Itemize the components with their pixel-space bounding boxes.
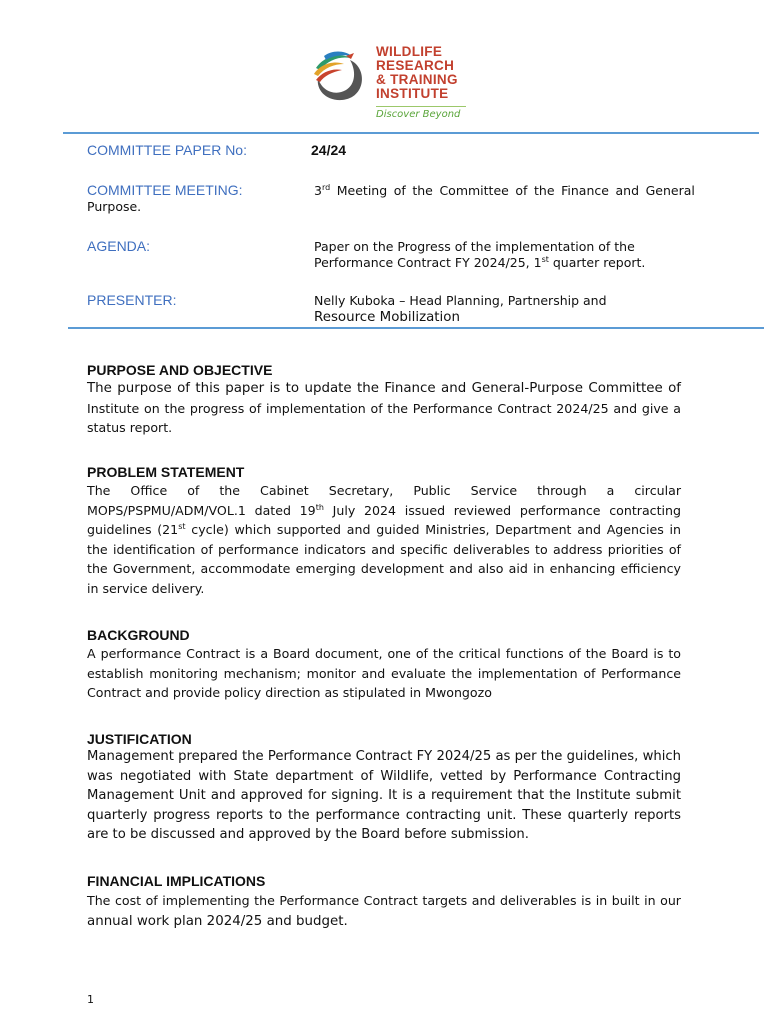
meeting-label: COMMITTEE MEETING: xyxy=(87,182,243,198)
header-bottom-rule xyxy=(68,327,764,329)
justification-text: Management prepared the Performance Contract FY 2024/25 as per the guidelines, which was negotiated with State department of Wildlife, vetted by Performance Contracting Management Unit and approved for signing. It is a requirement that the Institute submit quarterly progress reports to the performance contracting unit. These quarterly reports are to be discussed and approved by the Board before submission. xyxy=(87,749,681,843)
logo-divider xyxy=(376,106,466,107)
justification-heading: JUSTIFICATION xyxy=(87,731,192,747)
financial-text xyxy=(87,891,681,931)
problem-text-a: The Office of the Cabinet Secretary, Public Service through a circular MOPS/PSPMU/ADM/VOL.1 dated 19 xyxy=(87,483,681,518)
presenter-line-1: Nelly Kuboka – Head Planning, Partnership and xyxy=(314,293,607,308)
meeting-text: Meeting of the Committee of the Finance and General xyxy=(330,183,695,198)
meeting-value xyxy=(314,183,695,199)
logo-swirl-icon xyxy=(310,46,370,106)
logo-line-3: & TRAINING xyxy=(376,72,458,87)
presenter-line-2: Resource Mobilization xyxy=(314,310,460,325)
financial-text-b: annual work plan 2024/25 and budget. xyxy=(87,913,348,929)
purpose-heading: PURPOSE AND OBJECTIVE xyxy=(87,362,273,378)
paper-no-value: 24/24 xyxy=(311,142,347,158)
purpose-text-a: The purpose of this paper is to update the Finance and General-Purpose Committee of xyxy=(87,381,681,396)
logo-tagline: Discover Beyond xyxy=(376,109,461,120)
background-heading: BACKGROUND xyxy=(87,627,190,643)
agenda-ordinal-suffix: st xyxy=(541,254,549,264)
problem-sup-1: th xyxy=(315,502,324,512)
logo-line-4: INSTITUTE xyxy=(376,86,449,101)
financial-heading: FINANCIAL IMPLICATIONS xyxy=(87,873,266,889)
page-number: 1 xyxy=(87,993,94,1006)
purpose-text xyxy=(87,378,681,438)
header-top-rule xyxy=(63,132,759,134)
logo-line-2: RESEARCH xyxy=(376,58,455,73)
background-text: A performance Contract is a Board document, one of the critical functions of the Board is to establish monitoring mechanism; monitor and evaluate the implementation of Performance Contract and provide policy direction as stipulated in Mwongozo xyxy=(87,646,681,701)
logo-wordmark xyxy=(376,45,458,101)
agenda-label: AGENDA: xyxy=(87,238,151,254)
logo-line-1: WILDLIFE xyxy=(376,44,443,59)
purpose-text-b: Institute on the progress of implementation of the Performance Contract 2024/25 and give a status report. xyxy=(87,400,681,436)
agenda-text-a: Performance Contract FY 2024/25, 1 xyxy=(314,255,542,270)
meeting-ordinal-suffix: rd xyxy=(321,182,331,192)
problem-heading: PROBLEM STATEMENT xyxy=(87,464,245,480)
presenter-label: PRESENTER: xyxy=(87,292,177,308)
problem-text-c: cycle) which supported and guided Ministries, Department and Agencies in the identification of performance indicators and specific deliverables to address priorities of the Government, accommodate emerging development and also aid in enhancing efficiency in service delivery. xyxy=(87,522,681,596)
problem-sup-2: st xyxy=(178,522,186,531)
financial-text-a: The cost of implementing the Performance Contract targets and deliverables is in built in our xyxy=(87,893,681,908)
problem-text-b: July 2024 issued reviewed performance contracting guidelines (21 xyxy=(87,502,681,538)
agenda-line-1: Paper on the Progress of the implementation of the xyxy=(314,239,635,254)
problem-text xyxy=(87,481,681,599)
paper-no-label: COMMITTEE PAPER No: xyxy=(87,142,247,158)
agenda-line-2 xyxy=(314,255,645,271)
meeting-ordinal: 3 xyxy=(314,183,322,198)
meeting-value-cont: Purpose. xyxy=(87,199,142,214)
agenda-text-b: quarter report. xyxy=(548,255,646,270)
